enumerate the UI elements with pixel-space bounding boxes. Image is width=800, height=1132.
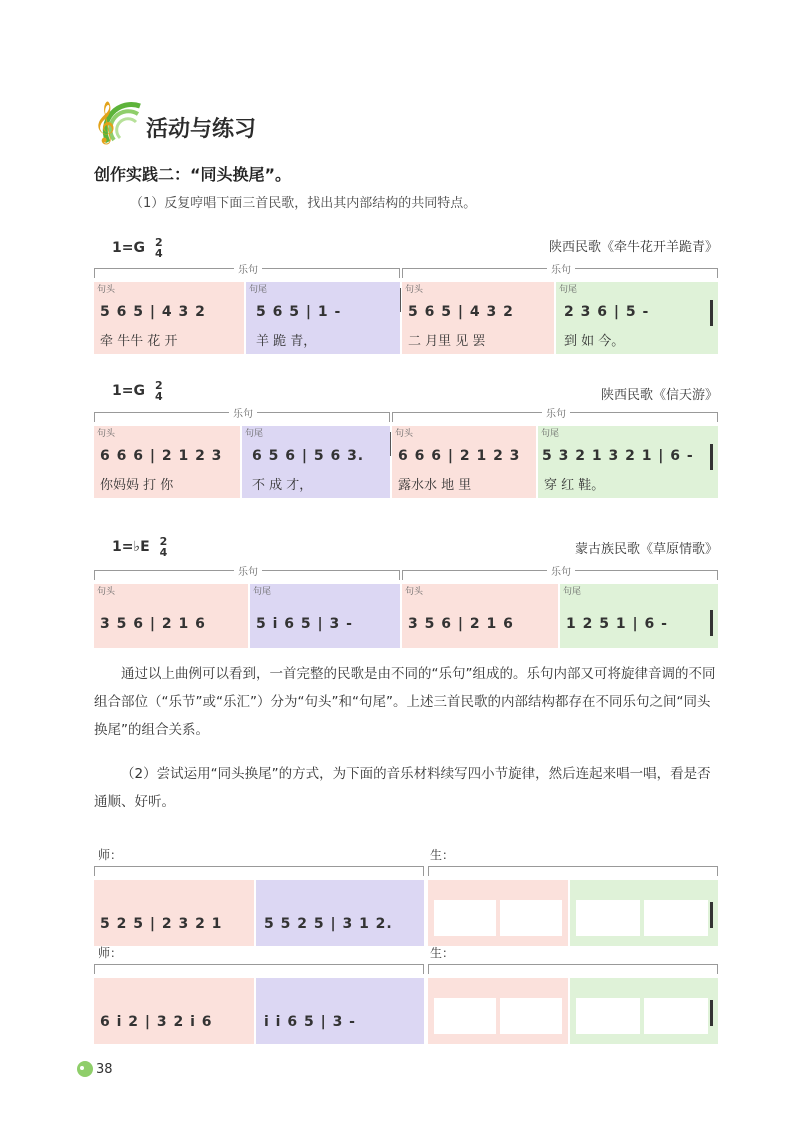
song-1-head-2: 句头 5 6 5 | 4 3 2 二 月里 见 罢: [402, 282, 554, 354]
song-2-tail-1: 句尾 6 5 6 | 5 6 3. 不 成 才，: [242, 426, 390, 498]
song-3-head-2: 句头 3 5 6 | 2 1 6: [402, 584, 558, 648]
exercise-1-answer-tail: [570, 880, 718, 946]
song-2-head-2: 句头 6 6 6 | 2 1 2 3 露水水 地 里: [392, 426, 536, 498]
exercise-2-answer-head: [428, 978, 568, 1044]
answer-box[interactable]: [434, 900, 496, 936]
song-2-source: 陕西民歌《信天游》: [600, 388, 718, 403]
exercise-1-head: 5 2 5 | 2 3 2 1: [94, 880, 254, 946]
instruction-2: （2）尝试运用“同头换尾”的方式，为下面的音乐材料续写四小节旋律，然后连起来唱一唱，看是否通顺、好听。: [94, 766, 711, 810]
page-number: 38: [96, 1062, 113, 1077]
exercise-1-teacher-label: 师：: [98, 848, 123, 862]
section-header: [90, 92, 150, 152]
answer-box[interactable]: [576, 998, 640, 1034]
exercise-1-tail: 5 5 2 5 | 3 1 2.: [256, 880, 424, 946]
exercise-1-student-label: 生：: [430, 848, 455, 862]
song-3-head-1: 句头 3 5 6 | 2 1 6: [94, 584, 248, 648]
answer-box[interactable]: [500, 998, 562, 1034]
exercise-2-head: 6 i 2 | 3 2 i 6: [94, 978, 254, 1044]
song-3-key: 1=♭E 2 4: [112, 535, 168, 559]
exercise-1-staff: [94, 866, 718, 946]
song-2-tail-2: 句尾 5 3 2 1 3 2 1 | 6 - 穿 红 鞋。: [538, 426, 718, 498]
instruction-1: （1）反复哼唱下面三首民歌，找出其内部结构的共同特点。: [130, 196, 477, 211]
answer-box[interactable]: [644, 998, 708, 1034]
song-1-source: 陕西民歌《牵牛花开羊跪青》: [548, 240, 718, 255]
song-2-key: 1=G 2 4: [112, 379, 163, 403]
exercise-2-teacher-label: 师：: [98, 946, 123, 960]
song-2-head-1: 句头 6 6 6 | 2 1 2 3 你妈妈 打 你: [94, 426, 240, 498]
exercise-2-answer-tail: [570, 978, 718, 1044]
song-3-tail-2: 句尾 1 2 5 1 | 6 -: [560, 584, 718, 648]
exercise-1-answer-head: [428, 880, 568, 946]
song-2-staff: 乐句 乐句 句头 6 6 6 | 2 1 2 3 你妈妈 打 你 句尾 6 5 6 | 5 6 3. 不 成 才， 句头 6 6 6 | 2 1 2 3 露水水 地 里 句尾 5 3 2 1 3 2 1 | 6 - 穿 红 鞋。: [94, 412, 718, 502]
exercise-2-student-label: 生：: [430, 946, 455, 960]
song-1-tail-2: 句尾 2 3 6 | 5 - 到 如 今。: [556, 282, 718, 354]
answer-box[interactable]: [434, 998, 496, 1034]
song-3-tail-1: 句尾 5 i 6 5 | 3 -: [250, 584, 400, 648]
song-1-tail-1: 句尾 5 6 5 | 1 - 羊 跪 青，: [246, 282, 400, 354]
section-title: 活动与练习: [146, 117, 257, 142]
exercise-2-staff: [94, 964, 718, 1044]
svg-text:𝄞: 𝄞: [94, 102, 116, 143]
music-note-logo-icon: [90, 92, 150, 152]
song-3-staff: 乐句 乐句 句头 3 5 6 | 2 1 6 句尾 5 i 6 5 | 3 - 句头 3 5 6 | 2 1 6 句尾 1 2 5 1 | 6 -: [94, 570, 718, 650]
explanation-paragraph: 通过以上曲例可以看到，一首完整的民歌是由不同的“乐句”组成的。乐句内部又可将旋律音调的不同组合部位（“乐节”或“乐汇”）分为“句头”和“句尾”。上述三首民歌的内部结构都存在不同乐句之间“同头换尾”的组合关系。: [94, 666, 716, 738]
answer-box[interactable]: [576, 900, 640, 936]
subtitle: 创作实践二：“同头换尾”。: [94, 165, 292, 184]
song-1-key: 1=G 2 4: [112, 236, 163, 260]
exercise-2-tail: i i 6 5 | 3 -: [256, 978, 424, 1044]
song-3-source: 蒙古族民歌《草原情歌》: [574, 542, 718, 557]
answer-box[interactable]: [500, 900, 562, 936]
song-1-head-1: 句头 5 6 5 | 4 3 2 牵 牛牛 花 开: [94, 282, 244, 354]
song-1-staff: 乐句 乐句 句头 5 6 5 | 4 3 2 牵 牛牛 花 开 句尾 5 6 5 | 1 - 羊 跪 青， 句头 5 6 5 | 4 3 2 二 月里 见 罢 句尾 2 3 6 | 5 - 到 如 今。: [94, 268, 718, 358]
answer-box[interactable]: [644, 900, 708, 936]
page-number-icon: [76, 1060, 94, 1082]
